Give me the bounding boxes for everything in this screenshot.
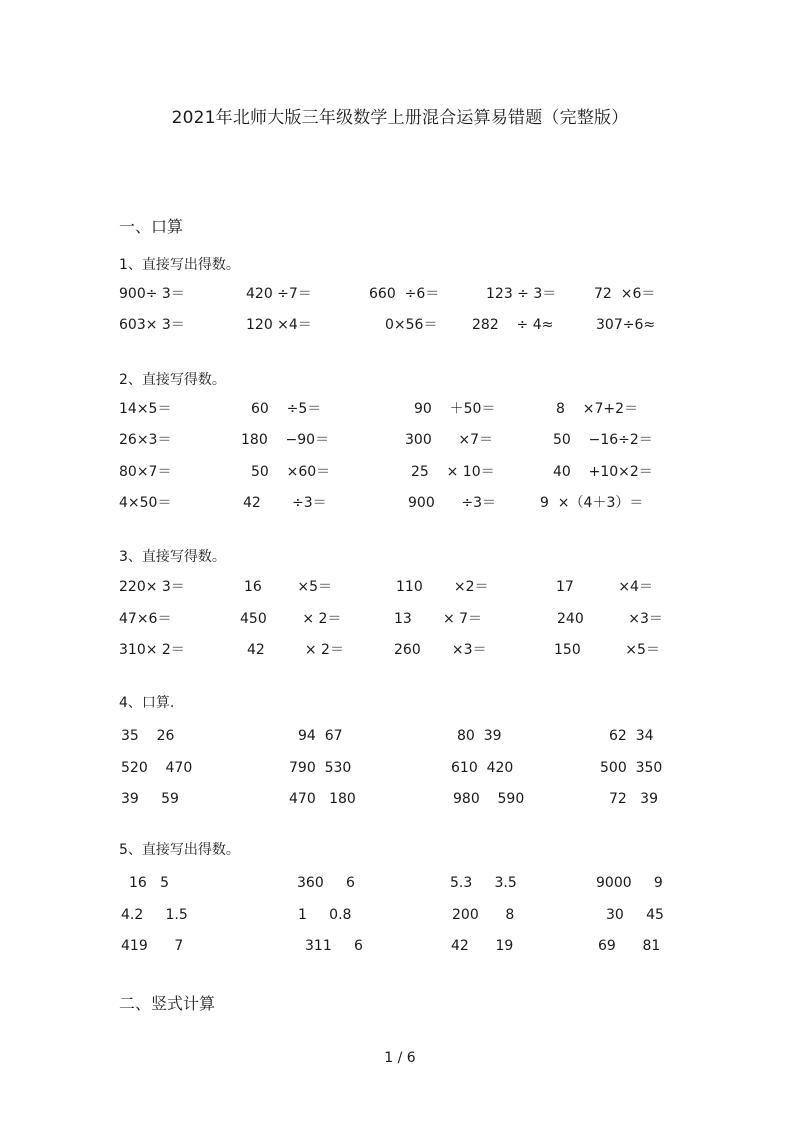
problem: 72 39 [609,791,658,807]
problem: 90 ＋50＝ [414,401,496,417]
group-label-5: 5、直接写出得数。 [119,842,240,858]
group-label-1: 1、直接写出得数。 [119,257,240,273]
problem: 26×3＝ [119,432,172,448]
problem: 42 ÷3＝ [243,495,327,511]
problem: 520 470 [121,760,193,776]
page-title: 2021年北师大版三年级数学上册混合运算易错题（完整版） [171,108,629,128]
problem: 80×7＝ [119,464,172,480]
problem: 62 34 [609,728,654,744]
problem-row [0,462,800,482]
problem: 47×6＝ [119,611,172,627]
problem: 9 ×（4＋3）＝ [540,495,644,511]
problem: 94 67 [298,728,343,744]
problem: 660 ÷6＝ [369,286,440,302]
problem-row [0,315,800,335]
problem: 30 45 [606,907,664,923]
problem: 120 ×4＝ [246,317,312,333]
problem-row [0,905,800,925]
problem: 310× 2＝ [119,642,185,658]
problem: 282 ÷ 4≈ [472,317,554,333]
problem: 300 ×7＝ [405,432,494,448]
problem: 311 6 [305,938,363,954]
problem: 419 7 [121,938,184,954]
problem-row [0,430,800,450]
problem: 900 ÷3＝ [408,495,497,511]
problem-row [0,399,800,419]
problem: 180 −90＝ [241,432,330,448]
problem: 42 19 [451,938,514,954]
problem: 5.3 3.5 [450,875,517,891]
problem: 4×50＝ [119,495,172,511]
problem-row [0,726,800,746]
group-label-3: 3、直接写得数。 [119,549,226,565]
group-label-2: 2、直接写得数。 [119,372,226,388]
problem: 42 × 2＝ [247,642,344,658]
problem: 13 × 7＝ [394,611,483,627]
problem: 50 −16÷2＝ [553,432,653,448]
problem-row [0,758,800,778]
problem: 50 ×60＝ [251,464,331,480]
problem: 470 180 [289,791,356,807]
problem: 307÷6≈ [596,317,656,333]
problem: 9000 9 [596,875,663,891]
problem: 200 8 [452,907,515,923]
problem: 39 59 [121,791,179,807]
problem: 40 +10×2＝ [553,464,653,480]
problem: 220× 3＝ [119,579,185,595]
problem: 17 ×4＝ [556,579,653,595]
problem: 80 39 [457,728,502,744]
problem: 35 26 [121,728,175,744]
problem-row [0,609,800,629]
problem: 69 81 [598,938,661,954]
problem-row [0,640,800,660]
problem: 123 ÷ 3＝ [486,286,557,302]
problem: 500 350 [600,760,663,776]
problem: 360 6 [297,875,355,891]
section-heading-vertical: 二、竖式计算 [119,994,216,1013]
group-label-4: 4、口算. [119,695,175,711]
problem: 790 530 [289,760,352,776]
problem: 14×5＝ [119,401,172,417]
problem: 260 ×3＝ [394,642,487,658]
problem: 16 5 [129,875,170,891]
problem: 450 × 2＝ [240,611,342,627]
problem: 420 ÷7＝ [246,286,312,302]
section-heading-oral: 一、口算 [119,217,184,236]
problem: 1 0.8 [298,907,352,923]
problem: 8 ×7+2＝ [556,401,638,417]
problem: 25 × 10＝ [411,464,495,480]
problem: 980 590 [453,791,525,807]
problem-row [0,493,800,513]
problem: 60 ÷5＝ [251,401,322,417]
problem: 0×56＝ [385,317,438,333]
problem-row [0,789,800,809]
problem: 603× 3＝ [119,317,185,333]
problem: 110 ×2＝ [396,579,489,595]
problem: 72 ×6＝ [594,286,656,302]
problem: 900÷ 3＝ [119,286,185,302]
problem: 150 ×5＝ [554,642,660,658]
problem: 4.2 1.5 [121,907,188,923]
page-number: 1 / 6 [384,1050,416,1066]
problem-row [0,873,800,893]
problem: 16 ×5＝ [244,579,333,595]
problem-row [0,284,800,304]
problem: 610 420 [451,760,514,776]
problem: 240 ×3＝ [557,611,663,627]
problem-row [0,936,800,956]
problem-row [0,577,800,597]
